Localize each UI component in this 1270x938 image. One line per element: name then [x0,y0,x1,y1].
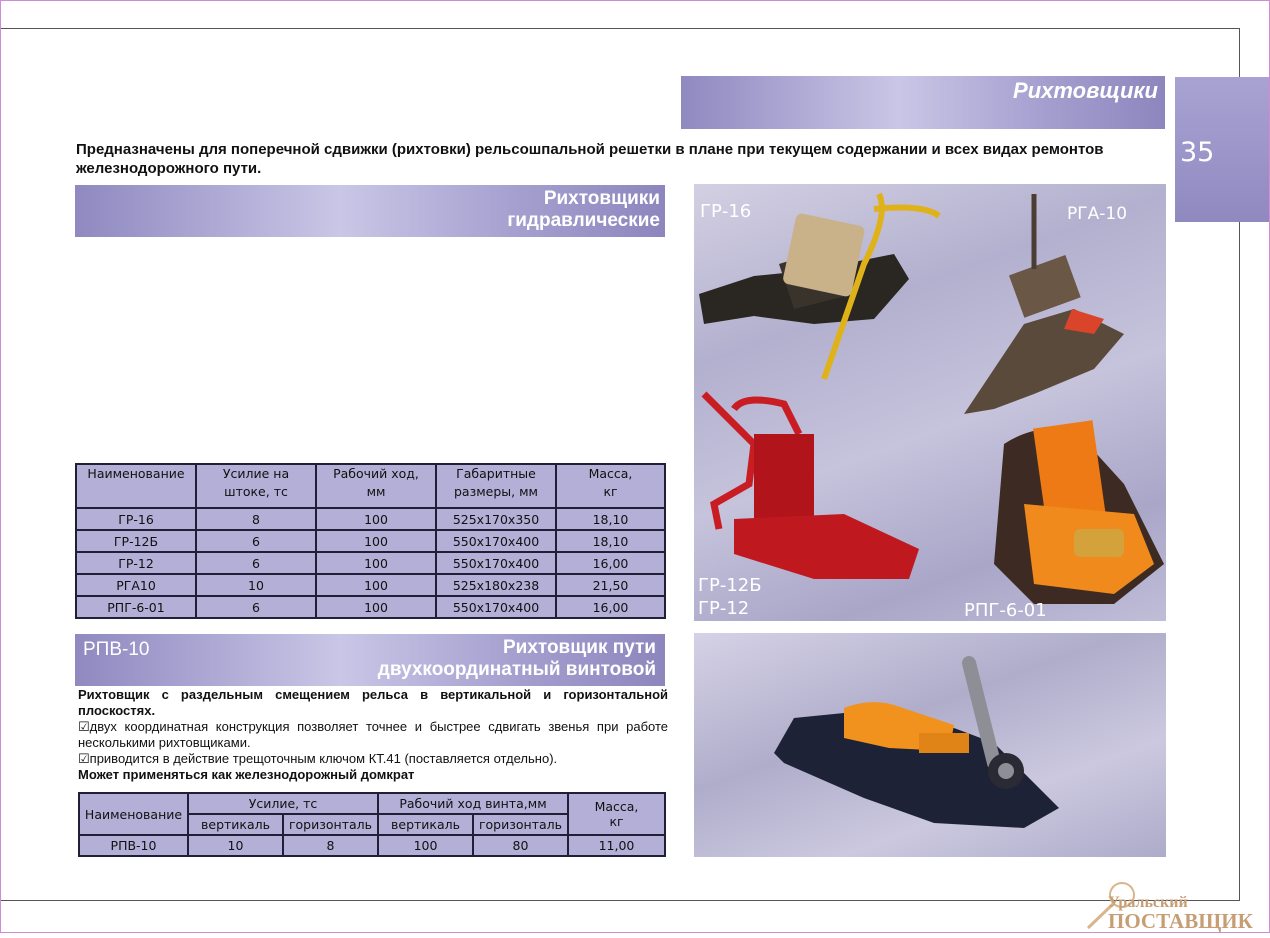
label-gr12: ГР-12 [698,598,750,619]
rga10-tool-image [964,194,1124,414]
table-header-cell: Рабочий ход винта,мм [378,793,568,814]
table-header-cell: Масса, кг [568,793,665,835]
label-gr16: ГР-16 [700,201,752,222]
hydraulic-tools-illustration [694,184,1166,621]
hydraulic-spec-table [75,463,666,619]
table-row: РПГ-6-01 6 100 550х170х400 16,00 [76,596,665,618]
section-screw-title: Рихтовщик пути двухкоординатный винтовой [377,637,656,680]
table-header-cell: Усилие на штоке, тс [196,464,316,508]
label-rpg601: РПГ-6-01 [964,600,1047,621]
table-row: ГР-12 6 100 550х170х400 16,00 [76,552,665,574]
logo-mark [1080,880,1270,933]
table-row: ГР-12Б 6 100 550х170х400 18,10 [76,530,665,552]
page-title: Рихтовщики [681,76,1165,129]
logo-line2: ПОСТАВЩИК [1108,909,1253,933]
table-subheader-row: вертикаль горизонталь вертикаль горизонталь [79,814,665,835]
table-row: ГР-16 8 100 525х170х350 18,10 [76,508,665,530]
section-screw-header [75,634,665,686]
table-header-cell: Рабочий ход, мм [316,464,436,508]
section-hydraulic-header [75,185,665,237]
desc-bold-1: Рихтовщик с раздельным смещением рельса в вертикальной и горизонтальной плоскостях. [78,687,668,718]
rpg601-tool-image [994,420,1164,604]
desc-bullet-2: ☑приводится в действие трещоточным ключом КТ.41 (поставляется отдельно). [78,751,558,766]
table-header-cell: Масса, кг [556,464,665,508]
table-row: РГА10 10 100 525х180х238 21,50 [76,574,665,596]
gr12b-tool-image [704,394,919,579]
desc-bold-2: Может применяться как железнодорожный домкрат [78,767,415,782]
section-screw-code: РПВ-10 [83,639,150,660]
screw-tool-photo [694,633,1166,857]
intro-text: Предназначены для поперечной сдвижки (рихтовки) рельсошпальной решетки в плане при текущем содержании и всех видах ремонтов железнодорожного пути. [76,141,1104,177]
page-number: 35 [1180,137,1215,168]
section-screw-description [78,687,668,783]
label-rga10: РГА-10 [1067,204,1128,224]
rpv10-tool-image [694,633,1166,857]
section-hydraulic-title-line1: Рихтовщики [543,188,660,209]
table-header-row [79,793,665,814]
table-header-cell: Наименование [79,793,188,835]
label-gr12b: ГР-12Б [698,575,762,596]
table-header-cell: Габаритные размеры, мм [436,464,556,508]
desc-bullet-1: ☑двух координатная конструкция позволяет точнее и быстрее сдвигать звенья при работе несколькими рихтовщиками. [78,719,668,750]
company-logo [1080,880,1270,933]
page-number-tab [1175,77,1270,222]
table-header-cell: Усилие, тс [188,793,378,814]
table-header-row [76,464,665,508]
screw-spec-table [78,792,666,857]
logo-line1: Уральский [1108,894,1188,911]
table-header-cell: Наименование [76,464,196,508]
table-row: РПВ-10 10 8 100 80 11,00 [79,835,665,856]
hydraulic-tools-photo [694,184,1166,621]
section-hydraulic-title-line2: гидравлические [507,210,660,231]
